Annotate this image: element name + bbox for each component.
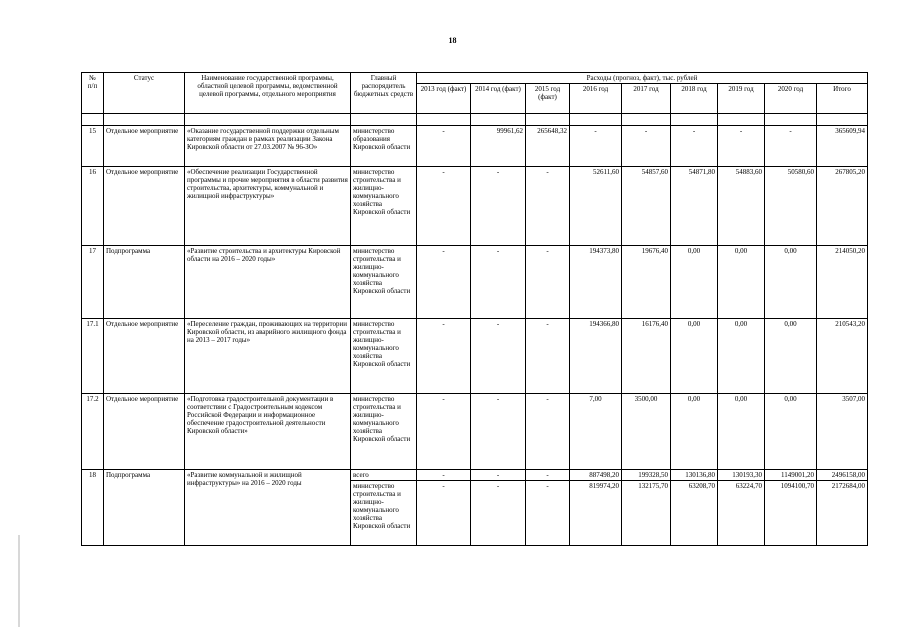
- spacer-row: [82, 114, 868, 126]
- row-num: 17.1: [82, 319, 104, 394]
- cell-2020: 1149001,20: [765, 470, 817, 481]
- row-num: 18: [82, 470, 104, 546]
- cell-2018: 0,00: [671, 319, 718, 394]
- cell-2020: -: [765, 126, 817, 167]
- header-num: № п/п: [82, 73, 104, 114]
- header-2018: 2018 год: [671, 84, 718, 114]
- row-executor: министерство строительства и жилищно-коммунального хозяйства Кировской области: [351, 246, 417, 319]
- cell-total: 214050,20: [817, 246, 868, 319]
- row-total-label: всего: [351, 470, 417, 481]
- cell-2020: 50580,60: [765, 167, 817, 246]
- header-2016: 2016 год: [570, 84, 622, 114]
- cell-2015: -: [526, 470, 570, 481]
- row-name: «Оказание государственной поддержки отдельным категориям граждан в рамках реализации Закона Кировской области от 27.03.2007 № 96-ЗО»: [185, 126, 351, 167]
- cell-2019: -: [718, 126, 765, 167]
- cell-total: 210543,20: [817, 319, 868, 394]
- cell-2019: 0,00: [718, 319, 765, 394]
- cell-2020: 0,00: [765, 394, 817, 470]
- cell-2014: -: [471, 470, 526, 481]
- cell-2019: 63224,70: [718, 481, 765, 546]
- row-num: 15: [82, 126, 104, 167]
- row-num: 17: [82, 246, 104, 319]
- cell-2013: -: [417, 481, 471, 546]
- cell-2020: 1094100,70: [765, 481, 817, 546]
- cell-2019: 54883,60: [718, 167, 765, 246]
- row-num: 17.2: [82, 394, 104, 470]
- cell-2014: -: [471, 394, 526, 470]
- header-2019: 2019 год: [718, 84, 765, 114]
- cell-2018: 63208,70: [671, 481, 718, 546]
- row-executor: министерство строительства и жилищно-коммунального хозяйства Кировской области: [351, 481, 417, 546]
- row-executor: министерство строительства и жилищно-коммунального хозяйства Кировской области: [351, 319, 417, 394]
- cell-2019: 0,00: [718, 246, 765, 319]
- header-2020: 2020 год: [765, 84, 817, 114]
- expenses-table: [81, 72, 868, 546]
- cell-2019: 130193,30: [718, 470, 765, 481]
- cell-2013: -: [417, 246, 471, 319]
- scan-artifact-line: [18, 535, 20, 627]
- header-2015: 2015 год (факт): [526, 84, 570, 114]
- table-row: [82, 319, 868, 394]
- cell-2019: 0,00: [718, 394, 765, 470]
- cell-2013: -: [417, 126, 471, 167]
- cell-2014: -: [471, 319, 526, 394]
- cell-total: 3507,00: [817, 394, 868, 470]
- header-2017: 2017 год: [622, 84, 671, 114]
- cell-2017: 3500,00: [622, 394, 671, 470]
- table-row: [82, 394, 868, 470]
- table-row: [82, 246, 868, 319]
- cell-2018: 0,00: [671, 394, 718, 470]
- row-status: Отдельное мероприятие: [104, 167, 185, 246]
- cell-2015: 265648,32: [526, 126, 570, 167]
- cell-2017: -: [622, 126, 671, 167]
- cell-2020: 0,00: [765, 246, 817, 319]
- page-number: 18: [448, 36, 457, 45]
- cell-2015: -: [526, 246, 570, 319]
- row-executor: министерство строительства и жилищно-коммунального хозяйства Кировской области: [351, 394, 417, 470]
- cell-2013: -: [417, 167, 471, 246]
- row-status: Отдельное мероприятие: [104, 126, 185, 167]
- cell-2013: -: [417, 319, 471, 394]
- table-row: [82, 470, 868, 481]
- table-header-row: [82, 73, 868, 84]
- row-status: Подпрограмма: [104, 246, 185, 319]
- cell-2018: -: [671, 126, 718, 167]
- cell-2013: -: [417, 470, 471, 481]
- cell-2018: 54871,80: [671, 167, 718, 246]
- cell-2016: 887498,20: [570, 470, 622, 481]
- row-name: «Развитие коммунальной и жилищной инфраструктуры» на 2016 – 2020 годы: [185, 470, 351, 546]
- cell-total: 365609,94: [817, 126, 868, 167]
- cell-2014: -: [471, 167, 526, 246]
- cell-2014: -: [471, 481, 526, 546]
- cell-2015: -: [526, 481, 570, 546]
- row-num: 16: [82, 167, 104, 246]
- cell-2015: -: [526, 394, 570, 470]
- cell-2015: -: [526, 167, 570, 246]
- cell-2017: 16176,40: [622, 319, 671, 394]
- cell-2016: 194366,80: [570, 319, 622, 394]
- cell-2016: 819974,20: [570, 481, 622, 546]
- header-2014: 2014 год (факт): [471, 84, 526, 114]
- cell-2016: -: [570, 126, 622, 167]
- cell-2017: 54857,60: [622, 167, 671, 246]
- header-status: Статус: [104, 73, 185, 114]
- cell-2016: 52611,60: [570, 167, 622, 246]
- row-name: «Переселение граждан, проживающих на территории Кировской области, из аварийного жилищного фонда на 2013 – 2017 годы»: [185, 319, 351, 394]
- row-name: «Развитие строительства и архитектуры Кировской области на 2016 – 2020 годы»: [185, 246, 351, 319]
- header-name: Наименование государственной программы, областной целевой программы, ведомственной целевой программы, отдельного мероприятия: [185, 73, 351, 114]
- table-row: [82, 167, 868, 246]
- header-total: Итого: [817, 84, 868, 114]
- header-expenses: Расходы (прогноз, факт), тыс. рублей: [417, 73, 868, 84]
- row-status: Подпрограмма: [104, 470, 185, 546]
- row-status: Отдельное мероприятие: [104, 394, 185, 470]
- row-executor: министерство строительства и жилищно-коммунального хозяйства Кировской области: [351, 167, 417, 246]
- cell-2018: 130136,80: [671, 470, 718, 481]
- row-name: «Подготовка градостроительной документации в соответствии с Градостроительным кодексом Российской Федерации и информационное обеспечение градостроительной деятельности Кировской области»: [185, 394, 351, 470]
- cell-2020: 0,00: [765, 319, 817, 394]
- row-status: Отдельное мероприятие: [104, 319, 185, 394]
- cell-2013: -: [417, 394, 471, 470]
- cell-2017: 132175,70: [622, 481, 671, 546]
- row-executor: министерство образования Кировской области: [351, 126, 417, 167]
- header-executor: Главный распорядитель бюджетных средств: [351, 73, 417, 114]
- cell-2017: 199328,50: [622, 470, 671, 481]
- cell-total: 2496158,00: [817, 470, 868, 481]
- cell-2014: 99961,62: [471, 126, 526, 167]
- cell-total: 2172684,00: [817, 481, 868, 546]
- cell-2017: 19676,40: [622, 246, 671, 319]
- cell-2018: 0,00: [671, 246, 718, 319]
- cell-total: 267805,20: [817, 167, 868, 246]
- row-name: «Обеспечение реализации Государственной программы и прочие мероприятия в области развития строительства, архитектуры, коммунальной и жилищной инфраструктуры»: [185, 167, 351, 246]
- header-2013: 2013 год (факт): [417, 84, 471, 114]
- cell-2014: -: [471, 246, 526, 319]
- cell-2016: 194373,80: [570, 246, 622, 319]
- cell-2016: 7,00: [570, 394, 622, 470]
- table-row: [82, 126, 868, 167]
- cell-2015: -: [526, 319, 570, 394]
